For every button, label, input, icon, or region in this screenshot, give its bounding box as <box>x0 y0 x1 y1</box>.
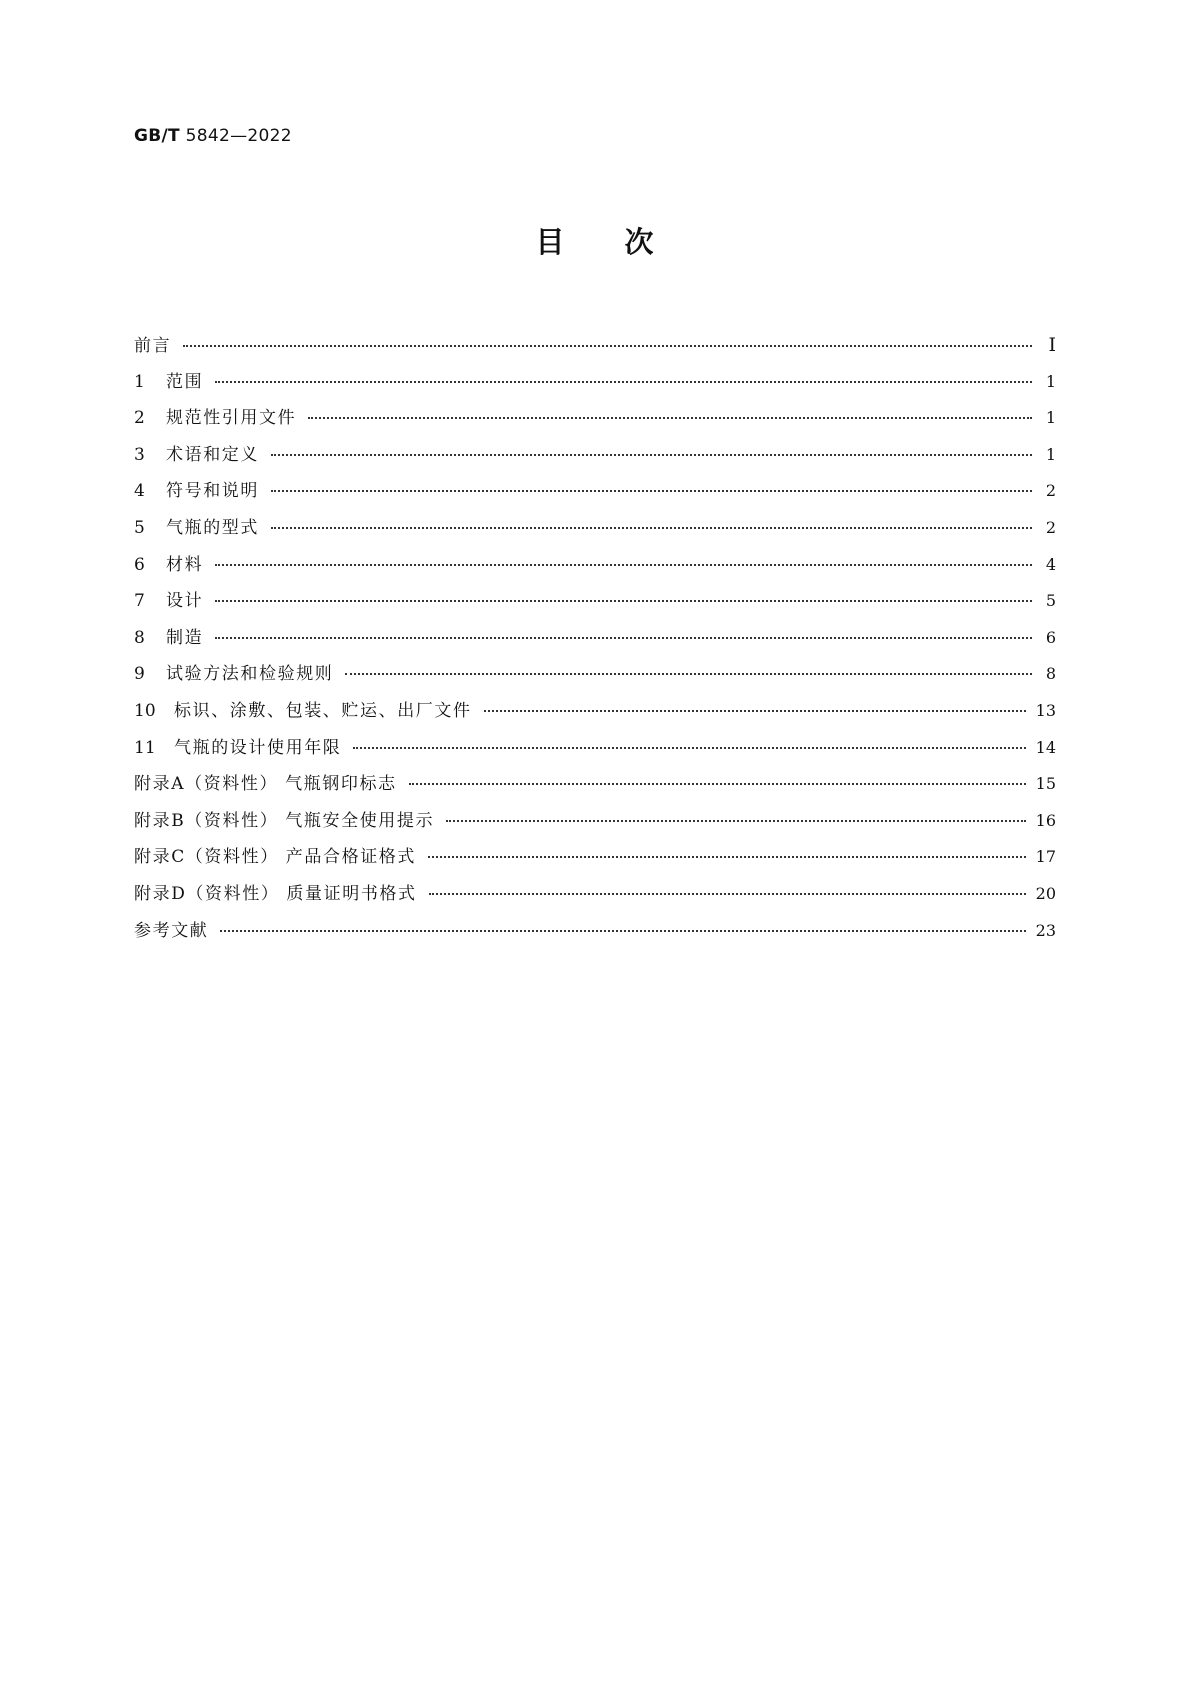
toc-entry-6[interactable] <box>134 547 1056 584</box>
toc-entry-label: 参考文献 <box>134 920 209 941</box>
toc-dot-leader <box>215 600 1032 602</box>
toc-dot-leader <box>271 527 1032 529</box>
toc-entry-label: 附录D（资料性） 质量证明书格式 <box>134 883 417 904</box>
toc-dot-leader <box>271 490 1032 492</box>
toc-dot-leader <box>215 381 1032 383</box>
toc-dot-leader <box>271 454 1032 456</box>
toc-entry-label: 附录C（资料性） 产品合格证格式 <box>134 847 417 868</box>
toc-entry-8[interactable] <box>134 620 1056 657</box>
toc-entry-page: 5 <box>1045 591 1056 611</box>
toc-dot-leader <box>220 930 1025 932</box>
standard-number: 5842—2022 <box>185 126 292 146</box>
toc-dot-leader <box>428 856 1026 858</box>
toc-entry-label: 术语和定义 <box>166 444 259 465</box>
toc-entry-number: 9 <box>134 664 145 685</box>
toc-entry-number: 1 <box>134 371 145 392</box>
toc-entry-page: 15 <box>1035 774 1056 794</box>
toc-entry-label: 范围 <box>166 371 204 392</box>
toc-entry-label: 符号和说明 <box>166 481 259 502</box>
toc-entry-appendix-a[interactable] <box>134 766 1056 803</box>
toc-entry-page: 6 <box>1045 627 1056 647</box>
toc-entry-label: 材料 <box>166 554 204 575</box>
toc-entry-page: 23 <box>1035 920 1056 940</box>
toc-entry-3[interactable] <box>134 437 1056 474</box>
toc-entry-number: 10 <box>134 700 156 721</box>
toc-entry-label: 标识、涂敷、包装、贮运、出厂文件 <box>174 700 472 721</box>
toc-entry-number: 7 <box>134 591 145 612</box>
toc-entry-label: 规范性引用文件 <box>166 408 297 429</box>
toc-entry-number: 8 <box>134 627 145 648</box>
toc-entry-number: 6 <box>134 554 145 575</box>
standard-code: GB/T <box>134 126 180 146</box>
toc-entry-label: 气瓶的设计使用年限 <box>174 737 342 758</box>
toc-entry-page: 16 <box>1035 810 1056 830</box>
toc-entry-page: Ⅰ <box>1048 334 1056 356</box>
toc-entry-7[interactable] <box>134 583 1056 620</box>
toc-dot-leader <box>446 820 1026 822</box>
toc-dot-leader <box>215 637 1032 639</box>
toc-entry-page: 13 <box>1035 700 1056 720</box>
table-of-contents <box>134 327 1056 949</box>
toc-entry-number: 5 <box>134 517 145 538</box>
toc-entry-appendix-c[interactable] <box>134 839 1056 876</box>
toc-entry-label: 设计 <box>166 591 204 612</box>
toc-entry-number: 2 <box>134 408 145 429</box>
toc-entry-9[interactable] <box>134 656 1056 693</box>
toc-entry-label: 前言 <box>134 336 172 356</box>
toc-entry-page: 1 <box>1045 444 1056 464</box>
toc-entry-references[interactable] <box>134 913 1056 950</box>
toc-entry-page: 1 <box>1045 371 1056 391</box>
toc-dot-leader <box>484 710 1026 712</box>
toc-dot-leader <box>353 747 1025 749</box>
toc-dot-leader <box>409 783 1026 785</box>
toc-entry-11[interactable] <box>134 730 1056 767</box>
toc-entry-label: 附录B（资料性） 气瓶安全使用提示 <box>134 810 435 831</box>
standard-header <box>134 126 292 146</box>
toc-entry-10[interactable] <box>134 693 1056 730</box>
toc-dot-leader <box>429 893 1026 895</box>
toc-entry-number: 3 <box>134 444 145 465</box>
toc-entry-page: 1 <box>1045 408 1056 428</box>
toc-entry-label: 气瓶的型式 <box>166 517 259 538</box>
toc-entry-appendix-d[interactable] <box>134 876 1056 913</box>
toc-entry-label: 试验方法和检验规则 <box>166 664 334 685</box>
toc-entry-2[interactable] <box>134 400 1056 437</box>
toc-dot-leader <box>308 417 1032 419</box>
toc-dot-leader <box>215 564 1032 566</box>
toc-entry-page: 2 <box>1045 517 1056 537</box>
toc-entry-5[interactable] <box>134 510 1056 547</box>
toc-entry-foreword[interactable] <box>134 327 1056 364</box>
toc-entry-page: 2 <box>1045 481 1056 501</box>
toc-entry-page: 8 <box>1045 664 1056 684</box>
toc-dot-leader <box>345 673 1032 675</box>
toc-entry-page: 20 <box>1035 883 1056 903</box>
toc-entry-appendix-b[interactable] <box>134 803 1056 840</box>
toc-entry-page: 14 <box>1035 737 1056 757</box>
toc-entry-label: 附录A（资料性） 气瓶钢印标志 <box>134 774 397 795</box>
page-title: 目 次 <box>535 225 656 259</box>
toc-entry-page: 4 <box>1045 554 1056 574</box>
toc-entry-number: 4 <box>134 481 145 502</box>
toc-entry-page: 17 <box>1035 847 1056 867</box>
toc-dot-leader <box>183 345 1032 347</box>
toc-entry-1[interactable] <box>134 364 1056 401</box>
toc-entry-4[interactable] <box>134 473 1056 510</box>
toc-entry-label: 制造 <box>166 627 204 648</box>
toc-entry-number: 11 <box>134 737 156 758</box>
